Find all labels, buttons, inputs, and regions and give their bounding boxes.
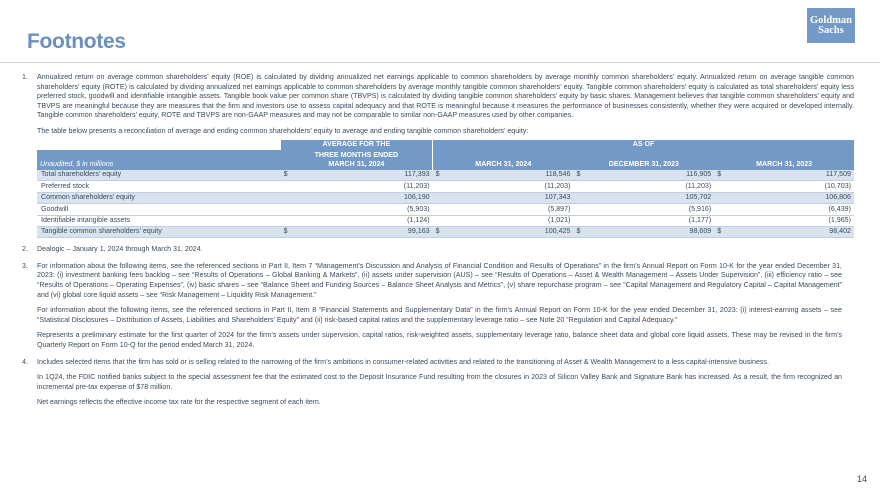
cell-value: 118,546 <box>451 170 574 181</box>
table-row <box>37 226 854 237</box>
unit-label: Unaudited, $ in millions <box>37 150 281 170</box>
reconciliation-table <box>37 140 854 239</box>
currency-symbol: $ <box>573 170 591 181</box>
footnote-text: Net earnings reflects the effective income tax rate for the respective segment of each item. <box>37 398 321 407</box>
footnote-text: Dealogic – January 1, 2024 through March 31, 2024. <box>37 245 203 254</box>
cell-value: (5,897) <box>451 204 574 215</box>
footnote-number: 4. <box>22 357 28 366</box>
footnote-4 <box>22 358 842 408</box>
row-label: Goodwill <box>37 204 281 215</box>
header-average: AVERAGE FOR THE <box>281 140 433 150</box>
footnote-text: For information about the following items, see the referenced sections in Part II, Item 8 “Financial Statements and Supplementary Data” in the firm’s Annual Report on Form 10-K for the year ended December 31, 2023: (i) interest-earning assets – see “Statistical Disclosures – Distribution of Assets, Liabilities and Shareholders’ Equity” and (ii) risk-based capital ratios and the supplementary leverage ratio – see Note 20 “Regulation and Capital Adequacy.” <box>37 306 842 324</box>
cell-value: 117,393 <box>299 170 433 181</box>
logo-line-1: Goldman <box>809 14 852 26</box>
table-intro: The table below presents a reconciliation of average and ending common shareholders’ equity to average and ending tangible common shareholders’ equity: <box>37 126 529 135</box>
cell-value: 117,509 <box>732 170 854 181</box>
row-label: Identifiable intangible assets <box>37 215 281 226</box>
cell-value: 105,702 <box>591 192 714 203</box>
cell-value: 107,343 <box>451 192 574 203</box>
goldman-sachs-logo <box>807 8 855 43</box>
footnotes-body <box>22 73 854 408</box>
cell-value: 106,190 <box>299 192 433 203</box>
cell-value: 116,905 <box>591 170 714 181</box>
cell-value: (1,124) <box>299 215 433 226</box>
header-col-1 <box>281 150 433 170</box>
currency-symbol: $ <box>433 170 451 181</box>
cell-value: (1,965) <box>732 215 854 226</box>
table-row <box>37 204 854 215</box>
page-number: 14 <box>856 474 867 484</box>
row-label: Common shareholders’ equity <box>37 192 281 203</box>
cell-value: (6,439) <box>732 204 854 215</box>
footnote-number: 2. <box>22 245 28 254</box>
cell-value: 106,806 <box>732 192 854 203</box>
currency-symbol: $ <box>573 226 591 237</box>
logo-line-2: Sachs <box>818 24 844 36</box>
footnote-2 <box>22 245 842 255</box>
header-divider <box>0 62 880 63</box>
currency-symbol: $ <box>433 226 451 237</box>
cell-value: (5,903) <box>299 204 433 215</box>
table-row <box>37 181 854 192</box>
col-3-date: DECEMBER 31, 2023 <box>573 150 714 170</box>
row-label: Tangible common shareholders’ equity <box>37 226 281 237</box>
cell-value: (1,177) <box>591 215 714 226</box>
cell-value: (11,203) <box>591 181 714 192</box>
header-period: THREE MONTHS ENDED <box>314 150 399 159</box>
page-title: Footnotes <box>27 30 126 53</box>
cell-value: (1,021) <box>451 215 574 226</box>
currency-symbol: $ <box>281 226 299 237</box>
cell-value: (11,203) <box>451 181 574 192</box>
table-row <box>37 170 854 181</box>
cell-value: 98,402 <box>732 226 854 237</box>
footnote-text: Annualized return on average common shareholders’ equity (ROE) is calculated by dividing annualized net earnings applicable to common shareholders by average monthly common shareholders’ equity. Annualized return on average tangible common shareholders’ equity (ROTE) is calculated by dividing annualized net earnings applicable to common shareholders by average monthly tangible common shareholders’ equity. Tangible common shareholders’ equity is calculated as total shareholders’ equity less preferred stock, goodwill and identifiable intangible assets. Tangible book value per common share (TBVPS) is calculated by dividing tangible common shareholders’ equity by basic shares. Management believes that tangible common shareholders’ equity and TBVPS are meaningful because they are measures that the firm and investors use to assess capital adequacy and that ROTE is meaningful because it measures the performance of businesses consistently, whether they were acquired or developed internally. Tangible common shareholders’ equity, ROTE and TBVPS are non-GAAP measures and may not be comparable to similar non-GAAP measures used by other companies. <box>37 73 854 120</box>
table-row <box>37 192 854 203</box>
footnote-text: For information about the following items, see the referenced sections in Part II, Item 7 “Management’s Discussion and Analysis of Financial Condition and Results of Operations” in the firm’s Annual Report on Form 10-K for the year ended December 31, 2023: (i) investment banking fees backlog – see “Results of Operations – Global Banking & Markets”, (ii) assets under supervision (AUS) – see “Results of Operations – Asset & Wealth Management – Assets Under Supervision”, (iii) efficiency ratio – see “Results of Operations – Operating Expenses”, (iv) basic shares – see “Balance Sheet and Funding Sources – Balance Sheet Analysis and Metrics”, (v) share repurchase program – see “Capital Management and Regulatory Capital – Capital Management” and (vi) global core liquid assets – see “Risk Management – Liquidity Risk Management.” <box>37 261 842 299</box>
cell-value: 99,163 <box>299 226 433 237</box>
cell-value: (11,203) <box>299 181 433 192</box>
cell-value: 98,609 <box>591 226 714 237</box>
footnote-number: 3. <box>22 261 28 270</box>
footnote-text: Represents a preliminary estimate for the first quarter of 2024 for the firm’s assets under supervision, capital ratios, risk-weighted assets, supplementary leverage ratio, balance sheet data and global core liquid assets. These may be revised in the firm’s Quarterly Report on Form 10-Q for the period ended March 31, 2024. <box>37 331 842 350</box>
footnote-number: 1. <box>22 73 28 81</box>
footnote-text: Includes selected items that the firm has sold or is selling related to the narrowing of the firm’s ambitions in consumer-related activities and related to the transitioning of Asset & Wealth Management to a less capital-intensive business. <box>37 357 769 366</box>
footnote-text: In 1Q24, the FDIC notified banks subject to the special assessment fee that the estimated cost to the Deposit Insurance Fund resulting from the closures in 2023 of Silicon Valley Bank and Signature Bank has increased. As a result, the firm recognized an incremental pre-tax expense of $78 million. <box>37 373 842 391</box>
footnote-1 <box>22 73 854 238</box>
col-4-date: MARCH 31, 2023 <box>714 150 854 170</box>
table-row <box>37 215 854 226</box>
row-label: Preferred stock <box>37 181 281 192</box>
row-label: Total shareholders’ equity <box>37 170 281 181</box>
currency-symbol: $ <box>714 170 732 181</box>
header-as-of: AS OF <box>433 140 854 150</box>
cell-value: (10,703) <box>732 181 854 192</box>
footnote-3 <box>22 262 842 351</box>
cell-value: (5,916) <box>591 204 714 215</box>
currency-symbol: $ <box>281 170 299 181</box>
currency-symbol: $ <box>714 226 732 237</box>
col-1-date: MARCH 31, 2024 <box>328 159 385 168</box>
col-2-date: MARCH 31, 2024 <box>433 150 574 170</box>
cell-value: 100,425 <box>451 226 574 237</box>
